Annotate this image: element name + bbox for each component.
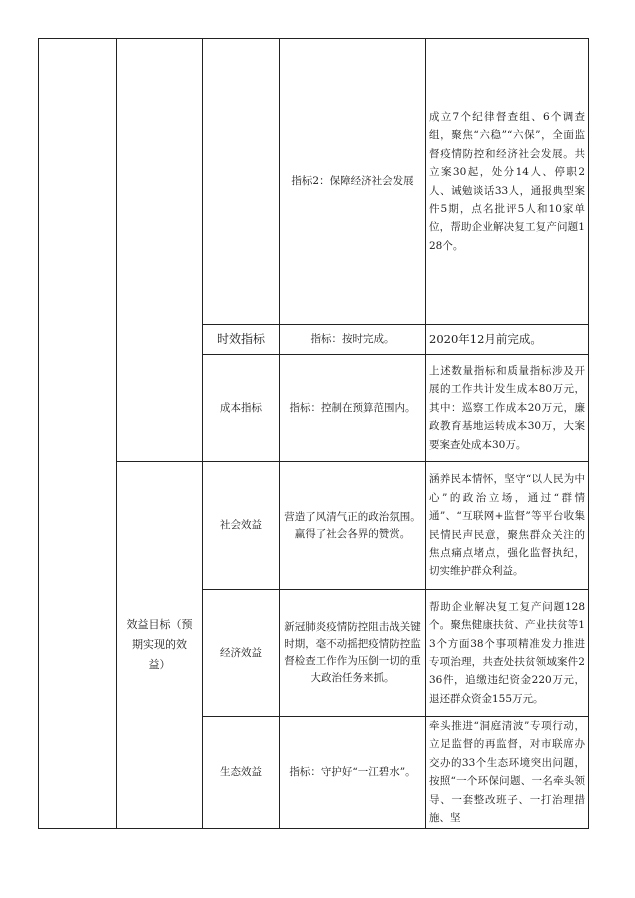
description-cell: 指标：控制在预算范围内。 [280,355,426,462]
first-column-blank-cell [39,39,117,829]
table-row [39,39,589,325]
value-cell: 成立7个纪律督查组、6个调查组，聚焦“六稳”“六保”，全面监督疫情防控和经济社会发展。共立案30起，处分14人、停职2人、诫勉谈话33人，通报典型案件5期，点名批评5人和10家单位，帮助企业解决复工复产问题128个。 [426,39,589,325]
indicator-cell: 生态效益 [203,717,280,829]
description-cell: 新冠肺炎疫情防控阻击战关键时期，毫不动摇把疫情防控监督检查工作作为压倒一切的重大政治任务来抓。 [280,590,426,717]
description-cell: 指标2：保障经济社会发展 [280,39,426,325]
indicator-cell: 社会效益 [203,462,280,590]
description-cell: 营造了风清气正的政治氛围。赢得了社会各界的赞赏。 [280,462,426,590]
value-cell: 2020年12月前完成。 [426,325,589,355]
description-cell: 指标：守护好“一江碧水”。 [280,717,426,829]
indicator-cell: 经济效益 [203,590,280,717]
indicator-cell [203,39,280,325]
value-cell: 帮助企业解决复工复产问题128个。聚焦健康扶贫、产业扶贫等13个方面38个事项精准发力推进专项治理，共查处扶贫领域案件236件，追缴违纪资金220万元，退还群众资金155万元。 [426,590,589,717]
indicator-cell: 时效指标 [203,325,280,355]
benefit-goal-label: 效益目标（预期实现的效益） [117,462,203,829]
value-cell: 牵头推进“洞庭清波”专项行动，立足监督的再监督，对市联席办交办的33个生态环境突出问题，按照“一个环保问题、一名牵头领导、一套整改班子、一打治理措施、坚 [426,717,589,829]
indicator-cell: 成本指标 [203,355,280,462]
performance-table [38,38,589,829]
table-row [39,462,589,590]
value-cell: 上述数量指标和质量指标涉及开展的工作共计发生成本80万元，其中：巡察工作成本20万元，廉政教育基地运转成本30万，大案要案查处成本30万。 [426,355,589,462]
value-cell: 涵养民本情怀，坚守“以人民为中心”的政治立场，通过“群情通”、“互联网+监督”等平台收集民情民声民意，聚焦群众关注的焦点痛点堵点，强化监督执纪，切实维护群众利益。 [426,462,589,590]
description-cell: 指标：按时完成。 [280,325,426,355]
second-column-blank-cell [117,39,203,462]
